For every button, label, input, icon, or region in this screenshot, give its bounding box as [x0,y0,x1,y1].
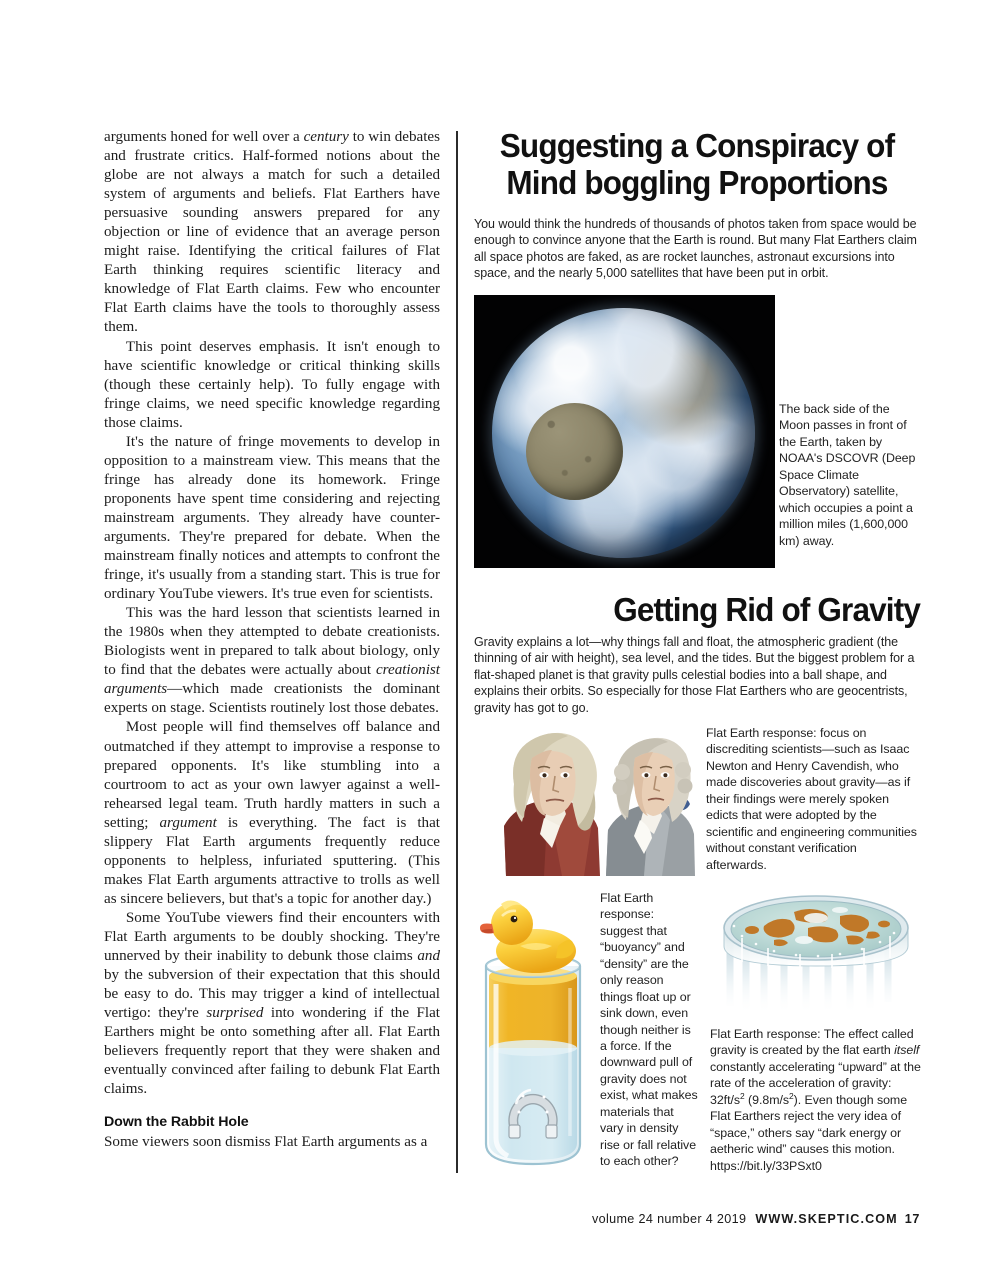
website-url: WWW.SKEPTIC.COM [755,1212,898,1226]
portrait-illustration [474,722,699,876]
conspiracy-headline-line-1: Suggesting a Conspiracy of [499,128,895,165]
body-paragraph: Some YouTube viewers find their encounters with Flat Earth arguments to be doubly shocking. They're unnerved by their inability to debunk those claims and by the subversion of their expectation that this should be easy to do. This may trigger a kind of intellectual vertigo: they're surprised into wondering if the Flat Earthers might be onto something after all. Flat Earth believers frequently report that they were shaken and eventually convinced after failing to debunk Flat Earth claims. [104,909,440,1098]
body-paragraph: This point deserves emphasis. It isn't enough to have scientific knowledge or critical thinking skills (though these certainly help). To fully engage with fringe claims, we need specific knowledge regarding those claims. [104,338,440,431]
left-body-column [104,128,440,1152]
body-paragraph: arguments honed for well over a century to win debates and frustrate critics. Half-formed notions about the globe are not always a match for such a detailed system of arguments and beliefs. Flat Earthers have persuasive sounding answers prepared for any objection or line of evidence that an average person might raise. Identifying the critical failures of Flat Earth thinking requires scientific literacy and knowledge of Flat Earth claims. Few who encounter Flat Earth claims have the tools to thoroughly assess them. [104,129,440,336]
earth-photo-caption: The back side of the Moon passes in front of the Earth, taken by NOAA's DSCOVR (Deep Space Climate Observatory) satellite, which occupies a point a million miles (1,600,000 km) away. [779,402,916,548]
flat-disc-caption: Flat Earth response: The effect called gravity is created by the flat earth itself constantly accelerating “upward” at the rate of the acceleration of gravity: $32ft/s^2$ $(9.8m/s^2)$. Even though some Flat Earthers reject the very idea of “space,” others say “dark energy or aetheric wind” causes this motion. https://bit.ly/33PSxt0 [710,1027,921,1173]
flat-earth-disc-illustration [712,888,920,1016]
conspiracy-headline-line-2: Mind boggling Proportions [506,165,888,203]
body-paragraph: Most people will find themselves off balance and outmatched if they attempt to improvise a response to prepared opponents. It's like stumbling into a courtroom to act as your own lawyer against a well-rehearsed legal team. Truth hardly matters in such a setting; argument is everything. The fact is that slippery Flat Earth arguments frequently reduce opponents to helpless, infuriated sputtering. (This makes Flat Earth arguments attractive to trolls as well as sincere believers, but that's a topic for another day.) [104,719,440,907]
conspiracy-body-text: You would think the hundreds of thousands of photos taken from space would be enough to convince anyone that the Earth is round. But many Flat Earthers claim all space photos are faked, as are rocket launches, astronaut excursions into space, and the nearly 5,000 satellites that have been put in orbit. [474,216,917,280]
buoyancy-beaker-illustration [474,888,592,1175]
left-column-paragraphs [104,128,440,1099]
right-column [474,128,920,281]
gravity-headline: Getting Rid of Gravity [613,592,920,629]
scientists-portrait-block [474,722,920,878]
body-paragraph: It's the nature of fringe movements to develop in opposition to a mainstream view. This means that the fringe has already done its homework. Fringe proponents have spent time considering and rejecting mainstream arguments. They already have counter- arguments. They're prepared for debate. When the mainstream finally notices and attempts to confront the fringe, it's usually from a standing start. This is true for ordinary YouTube viewers. It's true even for scientists. [104,433,440,603]
gravity-body-text: Gravity explains a lot—why things fall and float, the atmospheric gradient (the thinning of air with height), sea level, and the tides. But the biggest problem for a flat-shaped planet is that gravity pulls celestial bodies into a ball shape, and explains their orbits. So especially for those Flat Earthers who are geocentrists, gravity has got to go. [474,635,915,715]
buoyancy-caption: Flat Earth response: suggest that “buoyancy” and “density” are the only reason things float up or sink down, even though neither is a force. If the downward pull of gravity does not exist, what makes materials that vary in density rise or fall relative to each other? [600,891,698,1168]
body-paragraph: Some viewers soon dismiss Flat Earth arguments as a [104,1134,428,1151]
newton-cavendish-portrait [474,722,699,876]
beaker-graphic [474,888,592,1175]
page-footer [474,1212,920,1226]
issue-info: volume 24 number 4 2019 [591,1212,747,1226]
left-column-tail [104,1133,440,1152]
flat-disc-graphic [712,888,920,1016]
conspiracy-headline [487,128,906,203]
dscovr-earth-photo [474,295,775,568]
column-divider-rule [456,131,458,1173]
portrait-caption: Flat Earth response: focus on discrediting scientists—such as Isaac Newton and Henry Cavendish, who made discoveries about gravity—as if their findings were merely spoken edicts that were adopted by the scientific and engineering communities without constant verification afterwards. [706,726,917,872]
page-number: 17 [904,1212,920,1226]
earth-photo-block [474,295,920,571]
moon-disc-graphic [526,403,623,500]
section-subheading: Down the Rabbit Hole [104,1114,249,1131]
body-paragraph: This was the hard lesson that scientists learned in the 1980s when they attempted to debate creationists. Biologists went in prepared to talk about biology, only to find that the debates were actually about creationist arguments—which made creationists the dominant experts on stage. Scientists routinely lost those debates. [104,605,440,717]
